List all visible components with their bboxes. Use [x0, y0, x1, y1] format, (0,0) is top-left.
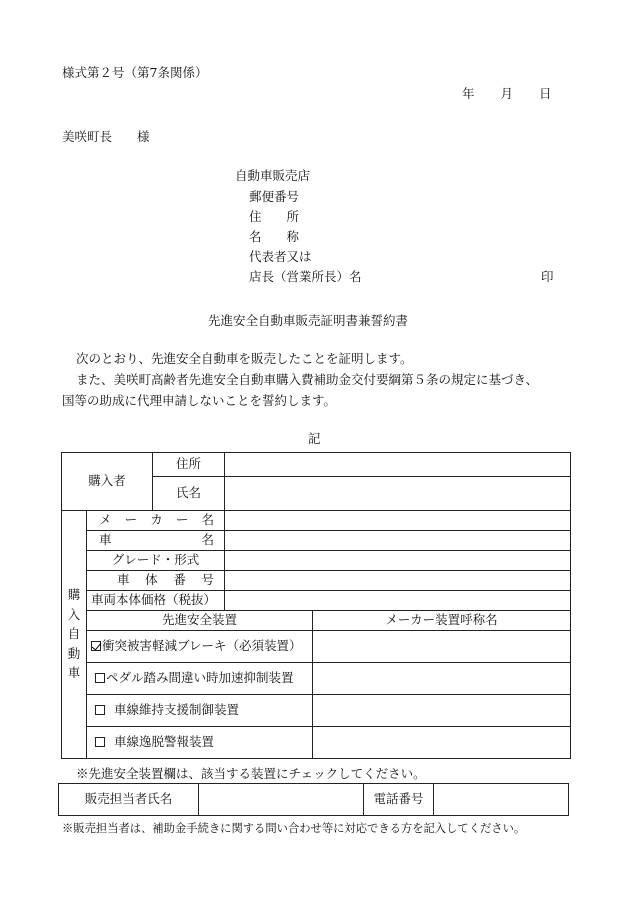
- recipient: 美咲町長 様: [62, 129, 150, 144]
- body-line-2: また、美咲町高齢者先進安全自動車購入費補助金交付要綱第５条の規定に基づき、: [76, 372, 539, 387]
- staff-name-label: 販売担当者氏名: [59, 784, 199, 816]
- checkbox-icon[interactable]: [95, 673, 105, 683]
- document-title: 先進安全自動車販売証明書兼誓約書: [208, 313, 409, 328]
- checkbox-icon[interactable]: [95, 705, 105, 715]
- dealer-address-label: 住 所: [249, 209, 299, 224]
- vehicle-section-label: 購 入 自 動 車: [62, 511, 87, 759]
- maker-device-name-field[interactable]: [313, 727, 571, 759]
- device-row-lane-keep-assist[interactable]: 車線維持支援制御装置: [87, 695, 313, 727]
- purchaser-address-label: 住所: [153, 453, 225, 477]
- staff-name-field[interactable]: [199, 784, 364, 816]
- dealer-heading: 自動車販売店: [235, 168, 311, 183]
- representative-label-line1: 代表者又は: [249, 249, 312, 264]
- maker-device-name-field[interactable]: [313, 663, 571, 695]
- footer-note: ※販売担当者は、補助金手続きに関する問い合わせ等に対応できる方を記入してください。: [62, 822, 526, 835]
- vehicle-table: [61, 452, 571, 759]
- device-row-lane-departure-warning[interactable]: 車線逸脱警報装置: [87, 727, 313, 759]
- price-field[interactable]: [225, 591, 571, 611]
- checkbox-icon[interactable]: [95, 737, 105, 747]
- dealer-name-label: 名 称: [249, 229, 299, 244]
- device-row-collision-brake[interactable]: 衝突被害軽減ブレーキ（必須装置）: [87, 631, 313, 663]
- device-header: 先進安全装置: [87, 611, 313, 631]
- date-line: [462, 88, 552, 101]
- grade-field[interactable]: [225, 551, 571, 571]
- checkbox-checked-icon[interactable]: [91, 641, 101, 651]
- maker-device-name-field[interactable]: [313, 695, 571, 727]
- purchaser-name-label: 氏名: [153, 477, 225, 511]
- ki-mark: 記: [308, 431, 321, 446]
- form-number: 様式第２号（第7条関係）: [62, 65, 208, 80]
- body-line-3: 国等の助成に代理申請しないことを誓約します。: [62, 393, 337, 408]
- price-label: 車両本体価格（税抜）: [87, 591, 225, 611]
- representative-label-line2: 店長（営業所長）名: [249, 269, 362, 284]
- maker-device-name-field[interactable]: [313, 631, 571, 663]
- chassis-number-field[interactable]: [225, 571, 571, 591]
- purchaser-address-field[interactable]: [225, 453, 571, 477]
- grade-label: グレード・形式: [87, 551, 225, 571]
- phone-field[interactable]: [434, 784, 569, 816]
- seal-mark: 印: [541, 269, 554, 284]
- car-name-field[interactable]: [225, 531, 571, 551]
- maker-field[interactable]: [225, 511, 571, 531]
- date-month-label: 月: [500, 86, 514, 101]
- date-year-label: 年: [462, 86, 475, 101]
- postal-code-label: 郵便番号: [249, 189, 300, 204]
- maker-device-name-header: メーカー装置呼称名: [313, 611, 571, 631]
- purchaser-label: 購入者: [62, 453, 153, 511]
- maker-label: メ ー カ ー 名: [87, 511, 225, 531]
- body-line-1: 次のとおり、先進安全自動車を販売したことを証明します。: [76, 351, 413, 366]
- car-name-label: 車 名: [87, 531, 225, 551]
- date-day-label: 日: [539, 86, 552, 101]
- phone-label: 電話番号: [364, 784, 434, 816]
- contact-table: [58, 783, 569, 816]
- chassis-number-label: 車 体 番 号: [87, 571, 225, 591]
- purchaser-name-field[interactable]: [225, 477, 571, 511]
- device-note: ※先進安全装置欄は、該当する装置にチェックしてください。: [76, 766, 426, 781]
- device-row-pedal-misapplication[interactable]: ペダル踏み間違い時加速抑制装置: [87, 663, 313, 695]
